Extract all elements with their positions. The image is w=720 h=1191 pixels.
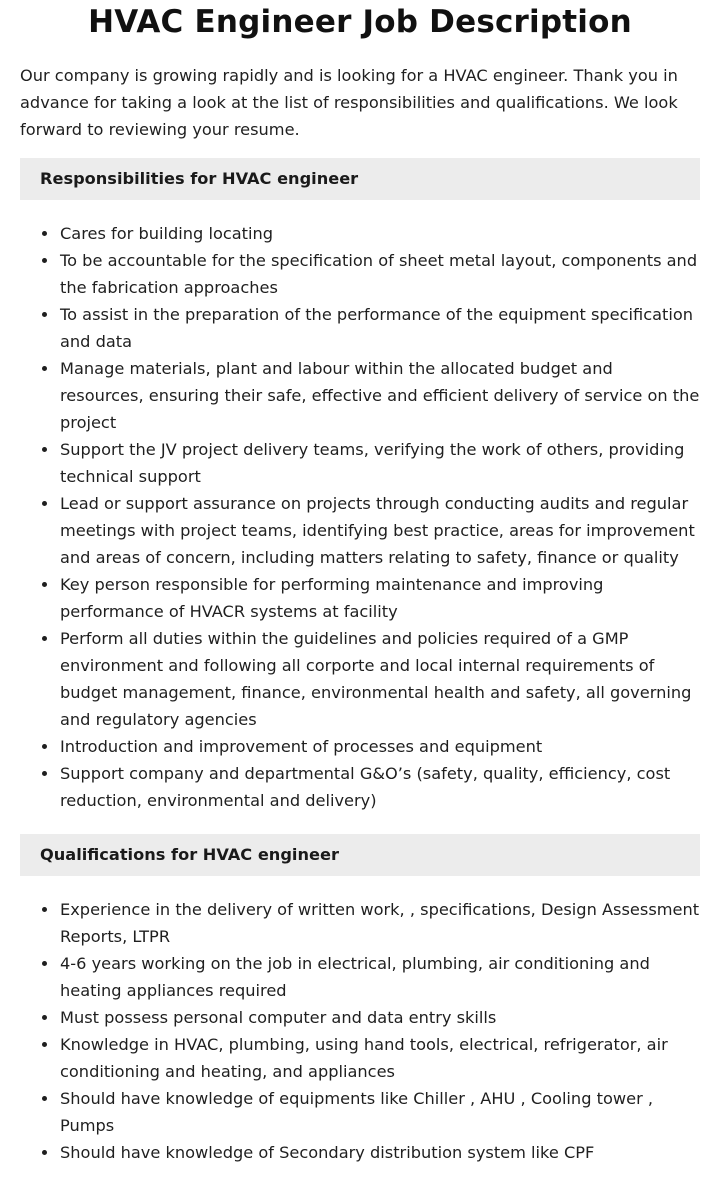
bullet-icon <box>42 744 47 749</box>
bullet-icon <box>42 258 47 263</box>
bullet-icon <box>42 231 47 236</box>
bullet-icon <box>42 312 47 317</box>
list-item-text: To be accountable for the specification of sheet metal layout, components and the fabrication approaches <box>60 251 698 297</box>
bullet-icon <box>42 501 47 506</box>
bullet-icon <box>42 771 47 776</box>
list-item-text: Support company and departmental G&O’s (safety, quality, efficiency, cost reduction, environmental and delivery) <box>60 764 671 810</box>
bullet-icon <box>42 907 47 912</box>
list-item <box>20 355 700 436</box>
list-item-text: Manage materials, plant and labour within the allocated budget and resources, ensuring their safe, effective and efficient delivery of service on the project <box>60 359 700 432</box>
list-item <box>20 1004 700 1031</box>
list-item <box>20 1139 700 1166</box>
list-item-text: To assist in the preparation of the performance of the equipment specification and data <box>60 305 694 351</box>
list-item <box>20 1031 700 1085</box>
list-item <box>20 436 700 490</box>
list-item <box>20 896 700 950</box>
qualifications-list <box>20 896 700 1166</box>
list-item-text: Should have knowledge of Secondary distribution system like CPF <box>60 1143 595 1162</box>
list-item <box>20 571 700 625</box>
list-item-text: Knowledge in HVAC, plumbing, using hand tools, electrical, refrigerator, air conditioning and heating, and appliances <box>60 1035 668 1081</box>
list-item-text: Lead or support assurance on projects through conducting audits and regular meetings with project teams, identifying best practice, areas for improvement and areas of concern, including matters relating to safety, finance or quality <box>60 494 695 567</box>
list-item-text: Perform all duties within the guidelines and policies required of a GMP environment and following all corporte and local internal requirements of budget management, finance, environmental health and safety, all governing and regulatory agencies <box>60 629 692 729</box>
bullet-icon <box>42 961 47 966</box>
list-item <box>20 220 700 247</box>
list-item <box>20 760 700 814</box>
list-item-text: Experience in the delivery of written work, , specifications, Design Assessment Reports, LTPR <box>60 900 700 946</box>
list-item <box>20 490 700 571</box>
list-item <box>20 1085 700 1139</box>
responsibilities-heading: Responsibilities for HVAC engineer <box>20 158 700 200</box>
bullet-icon <box>42 636 47 641</box>
list-item-text: Must possess personal computer and data entry skills <box>60 1008 497 1027</box>
bullet-icon <box>42 1042 47 1047</box>
list-item-text: Cares for building locating <box>60 224 274 243</box>
list-item <box>20 625 700 733</box>
list-item-text: 4-6 years working on the job in electrical, plumbing, air conditioning and heating appliances required <box>60 954 650 1000</box>
bullet-icon <box>42 447 47 452</box>
page-title: HVAC Engineer Job Description <box>88 4 632 40</box>
intro-paragraph: Our company is growing rapidly and is looking for a HVAC engineer. Thank you in advance for taking a look at the list of responsibilities and qualifications. We look forward to reviewing your resume. <box>20 66 678 139</box>
bullet-icon <box>42 1096 47 1101</box>
responsibilities-list <box>20 220 700 814</box>
qualifications-heading: Qualifications for HVAC engineer <box>20 834 700 876</box>
bullet-icon <box>42 582 47 587</box>
bullet-icon <box>42 366 47 371</box>
list-item <box>20 247 700 301</box>
list-item-text: Should have knowledge of equipments like Chiller , AHU , Cooling tower , Pumps <box>60 1089 654 1135</box>
list-item-text: Introduction and improvement of processes and equipment <box>60 737 543 756</box>
bullet-icon <box>42 1150 47 1155</box>
list-item-text: Key person responsible for performing maintenance and improving performance of HVACR systems at facility <box>60 575 604 621</box>
list-item <box>20 950 700 1004</box>
list-item-text: Support the JV project delivery teams, verifying the work of others, providing technical support <box>60 440 685 486</box>
bullet-icon <box>42 1015 47 1020</box>
list-item <box>20 301 700 355</box>
list-item <box>20 733 700 760</box>
